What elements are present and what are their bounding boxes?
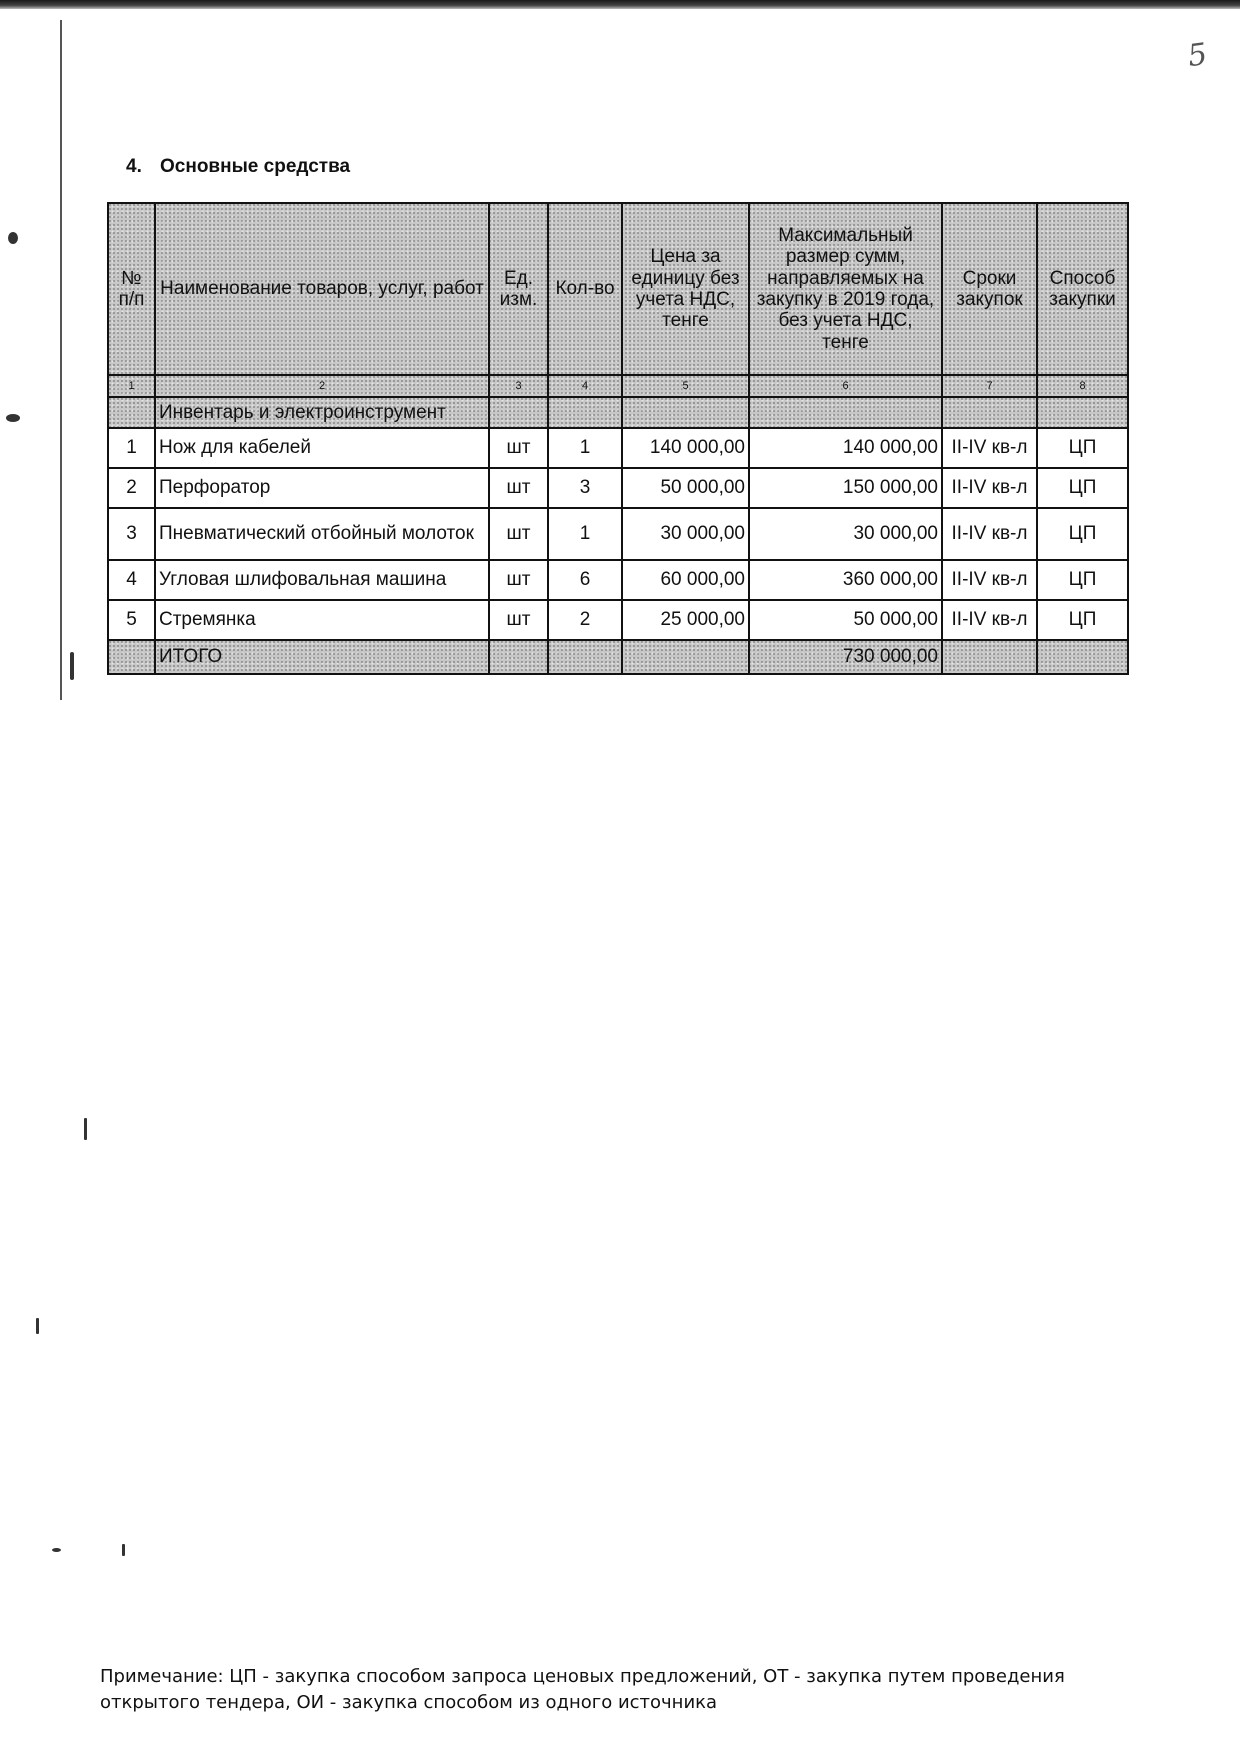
procurement-table bbox=[107, 202, 1129, 675]
row-method: ЦП bbox=[1037, 428, 1128, 468]
row-term: II-IV кв-л bbox=[942, 468, 1037, 508]
row-price: 50 000,00 bbox=[622, 468, 749, 508]
total-cell-empty bbox=[942, 640, 1037, 674]
header-name: Наименование товаров, услуг, работ bbox=[155, 203, 489, 375]
scan-speck bbox=[8, 232, 18, 244]
footnote-line-1: Примечание: ЦП - закупка способом запроса ценовых предложений, ОТ - закупка путем проведения bbox=[100, 1666, 1065, 1687]
column-number: 1 bbox=[108, 375, 155, 397]
row-name: Стремянка bbox=[155, 600, 489, 640]
scan-edge-top bbox=[0, 0, 1240, 9]
header-price: Цена за единицу без учета НДС, тенге bbox=[622, 203, 749, 375]
column-number: 7 bbox=[942, 375, 1037, 397]
group-cell-empty bbox=[622, 397, 749, 428]
row-qty: 3 bbox=[548, 468, 622, 508]
table-row bbox=[108, 428, 1128, 468]
column-number: 4 bbox=[548, 375, 622, 397]
row-term: II-IV кв-л bbox=[942, 600, 1037, 640]
scan-speck bbox=[52, 1548, 61, 1552]
scan-edge-left bbox=[60, 20, 62, 700]
footnote bbox=[100, 1664, 1100, 1716]
row-unit: шт bbox=[489, 428, 548, 468]
row-sum: 140 000,00 bbox=[749, 428, 942, 468]
scan-speck bbox=[6, 414, 20, 422]
total-cell-empty bbox=[489, 640, 548, 674]
row-method: ЦП bbox=[1037, 600, 1128, 640]
table-row bbox=[108, 600, 1128, 640]
row-qty: 1 bbox=[548, 428, 622, 468]
section-heading bbox=[126, 156, 350, 178]
row-method: ЦП bbox=[1037, 508, 1128, 560]
group-cell-empty bbox=[942, 397, 1037, 428]
table-row bbox=[108, 560, 1128, 600]
row-num: 5 bbox=[108, 600, 155, 640]
header-max-sum: Максимальный размер сумм, направляемых на закупку в 2019 года, без учета НДС, тенге bbox=[749, 203, 942, 375]
section-number: 4. bbox=[126, 156, 142, 177]
row-num: 1 bbox=[108, 428, 155, 468]
total-cell-empty bbox=[548, 640, 622, 674]
row-name: Угловая шлифовальная машина bbox=[155, 560, 489, 600]
row-term: II-IV кв-л bbox=[942, 508, 1037, 560]
column-number-row bbox=[108, 375, 1128, 397]
column-number: 5 bbox=[622, 375, 749, 397]
row-sum: 150 000,00 bbox=[749, 468, 942, 508]
row-term: II-IV кв-л bbox=[942, 428, 1037, 468]
row-unit: шт bbox=[489, 468, 548, 508]
page-number: 5 bbox=[1185, 36, 1210, 75]
row-unit: шт bbox=[489, 560, 548, 600]
column-number: 3 bbox=[489, 375, 548, 397]
row-price: 30 000,00 bbox=[622, 508, 749, 560]
total-row bbox=[108, 640, 1128, 674]
scan-speck bbox=[84, 1118, 87, 1140]
row-name: Нож для кабелей bbox=[155, 428, 489, 468]
total-cell-empty bbox=[622, 640, 749, 674]
row-qty: 2 bbox=[548, 600, 622, 640]
row-method: ЦП bbox=[1037, 560, 1128, 600]
header-unit: Ед. изм. bbox=[489, 203, 548, 375]
row-qty: 1 bbox=[548, 508, 622, 560]
row-sum: 50 000,00 bbox=[749, 600, 942, 640]
scan-speck bbox=[122, 1544, 125, 1556]
row-sum: 360 000,00 bbox=[749, 560, 942, 600]
row-price: 25 000,00 bbox=[622, 600, 749, 640]
total-cell-empty bbox=[1037, 640, 1128, 674]
header-terms: Сроки закупок bbox=[942, 203, 1037, 375]
scan-speck bbox=[70, 652, 74, 680]
group-label: Инвентарь и электроинструмент bbox=[155, 397, 489, 428]
total-sum: 730 000,00 bbox=[749, 640, 942, 674]
group-cell-empty bbox=[1037, 397, 1128, 428]
column-number: 8 bbox=[1037, 375, 1128, 397]
row-name: Пневматический отбойный молоток bbox=[155, 508, 489, 560]
scan-speck bbox=[36, 1318, 39, 1334]
row-method: ЦП bbox=[1037, 468, 1128, 508]
header-method: Способ закупки bbox=[1037, 203, 1128, 375]
section-title: Основные средства bbox=[160, 156, 351, 177]
row-unit: шт bbox=[489, 600, 548, 640]
row-qty: 6 bbox=[548, 560, 622, 600]
row-name: Перфоратор bbox=[155, 468, 489, 508]
row-num: 2 bbox=[108, 468, 155, 508]
footnote-line-2: открытого тендера, ОИ - закупка способом из одного источника bbox=[100, 1692, 718, 1714]
row-num: 3 bbox=[108, 508, 155, 560]
header-num: № п/п bbox=[108, 203, 155, 375]
table-row bbox=[108, 468, 1128, 508]
header-qty: Кол-во bbox=[548, 203, 622, 375]
column-number: 6 bbox=[749, 375, 942, 397]
row-unit: шт bbox=[489, 508, 548, 560]
row-num: 4 bbox=[108, 560, 155, 600]
total-cell-empty bbox=[108, 640, 155, 674]
group-cell-empty bbox=[489, 397, 548, 428]
row-term: II-IV кв-л bbox=[942, 560, 1037, 600]
row-price: 60 000,00 bbox=[622, 560, 749, 600]
group-cell-empty bbox=[749, 397, 942, 428]
group-cell-empty bbox=[108, 397, 155, 428]
total-label: ИТОГО bbox=[155, 640, 489, 674]
column-number: 2 bbox=[155, 375, 489, 397]
row-price: 140 000,00 bbox=[622, 428, 749, 468]
group-row bbox=[108, 397, 1128, 428]
group-cell-empty bbox=[548, 397, 622, 428]
table-row bbox=[108, 508, 1128, 560]
table-header-row bbox=[108, 203, 1128, 375]
row-sum: 30 000,00 bbox=[749, 508, 942, 560]
